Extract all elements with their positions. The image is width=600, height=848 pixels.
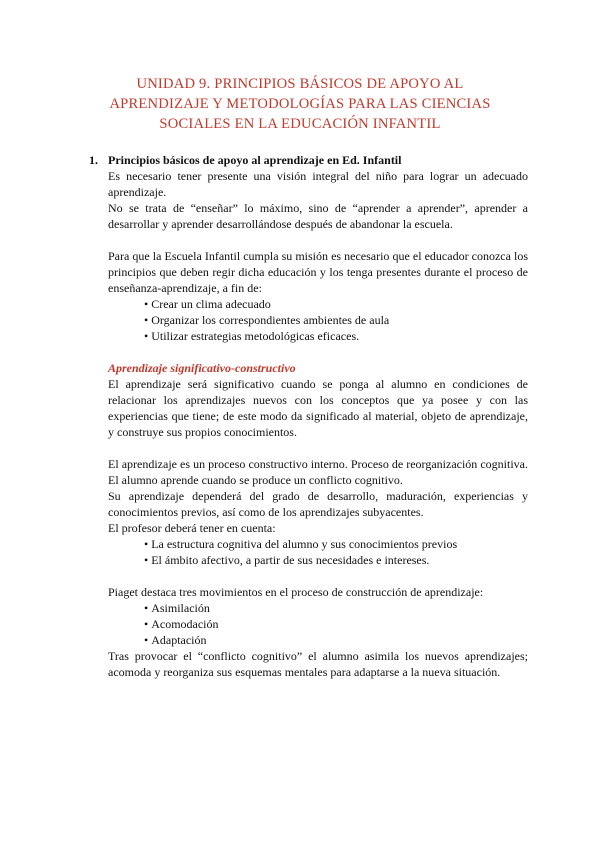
list-item-text: Adaptación xyxy=(151,633,207,647)
bullet-icon: • xyxy=(144,553,149,567)
list-item-text: Acomodación xyxy=(151,617,219,631)
bullet-icon: • xyxy=(144,329,149,343)
list-item-text: El ámbito afectivo, a partir de sus necesidades e intereses. xyxy=(151,553,430,567)
section-2-paragraph-3: Su aprendizaje dependerá del grado de desarrollo, maduración, experiencias y conocimientos previos, así como de los aprendizajes subyacentes. xyxy=(108,489,528,519)
list-item xyxy=(144,312,528,328)
list-item xyxy=(144,600,528,616)
list-item xyxy=(144,552,528,568)
section-2-heading: Aprendizaje significativo-constructivo xyxy=(108,361,296,375)
section-2-paragraph-6: Tras provocar el “conflicto cognitivo” el alumno asimila los nuevos aprendizajes; acomoda y reorganiza sus esquemas mentales para adaptarse a la nueva situación. xyxy=(108,649,528,679)
section-2-paragraph-2: El aprendizaje es un proceso constructivo interno. Proceso de reorganización cognitiva. El alumno aprende cuando se produce un conflicto cognitivo. xyxy=(108,457,528,487)
bullet-icon: • xyxy=(144,633,149,647)
list-item-text: La estructura cognitiva del alumno y sus conocimientos previos xyxy=(151,537,458,551)
section-1-paragraph-1: Es necesario tener presente una visión integral del niño para lograr un adecuado aprendizaje. xyxy=(108,169,528,199)
piaget-bullet-list xyxy=(108,600,528,648)
section-1-paragraph-3: Para que la Escuela Infantil cumpla su misión es necesario que el educador conozca los principios que deben regir dicha educación y los tenga presentes durante el proceso de enseñanza-aprendizaje, a fin de: xyxy=(108,249,528,295)
section-2-paragraph-5: Piaget destaca tres movimientos en el proceso de construcción de aprendizaje: xyxy=(108,585,484,599)
bullet-icon: • xyxy=(144,297,149,311)
section-2-bullet-list xyxy=(108,536,528,568)
title-line-2: APRENDIZAJE Y METODOLOGÍAS PARA LAS CIENCIAS xyxy=(109,96,491,112)
section-1-heading xyxy=(89,152,528,168)
list-item xyxy=(144,632,528,648)
list-item xyxy=(144,296,528,312)
title-line-1: UNIDAD 9. PRINCIPIOS BÁSICOS DE APOYO AL xyxy=(136,76,464,92)
bullet-icon: • xyxy=(144,537,149,551)
section-2-paragraph-4: El profesor deberá tener en cuenta: xyxy=(108,521,276,535)
section-1-paragraph-2: No se trata de “enseñar” lo máximo, sino de “aprender a aprender”, aprender a desarrollar y aprender desarrollándose después de abandonar la escuela. xyxy=(108,201,528,231)
document-title xyxy=(80,74,520,134)
title-line-3: SOCIALES EN LA EDUCACIÓN INFANTIL xyxy=(159,116,441,132)
section-1-heading-text: Principios básicos de apoyo al aprendizaje en Ed. Infantil xyxy=(108,153,402,167)
section-1-number: 1. xyxy=(89,153,98,167)
list-item-text: Crear un clima adecuado xyxy=(151,297,271,311)
list-item xyxy=(144,536,528,552)
list-item-text: Asimilación xyxy=(151,601,210,615)
bullet-icon: • xyxy=(144,313,149,327)
list-item xyxy=(144,616,528,632)
list-item xyxy=(144,328,528,344)
bullet-icon: • xyxy=(144,617,149,631)
section-1-bullet-list xyxy=(108,296,528,344)
section-2-paragraph-1: El aprendizaje será significativo cuando se ponga al alumno en condiciones de relacionar los aprendizajes nuevos con los conceptos que ya posee y con las experiencias que tiene; de este modo da significado al material, objeto de aprendizaje, y construye sus propios conocimientos. xyxy=(108,377,528,439)
list-item-text: Utilizar estrategias metodológicas eficaces. xyxy=(151,329,360,343)
bullet-icon: • xyxy=(144,601,149,615)
document-body xyxy=(89,152,528,680)
list-item-text: Organizar los correspondientes ambientes de aula xyxy=(151,313,390,327)
